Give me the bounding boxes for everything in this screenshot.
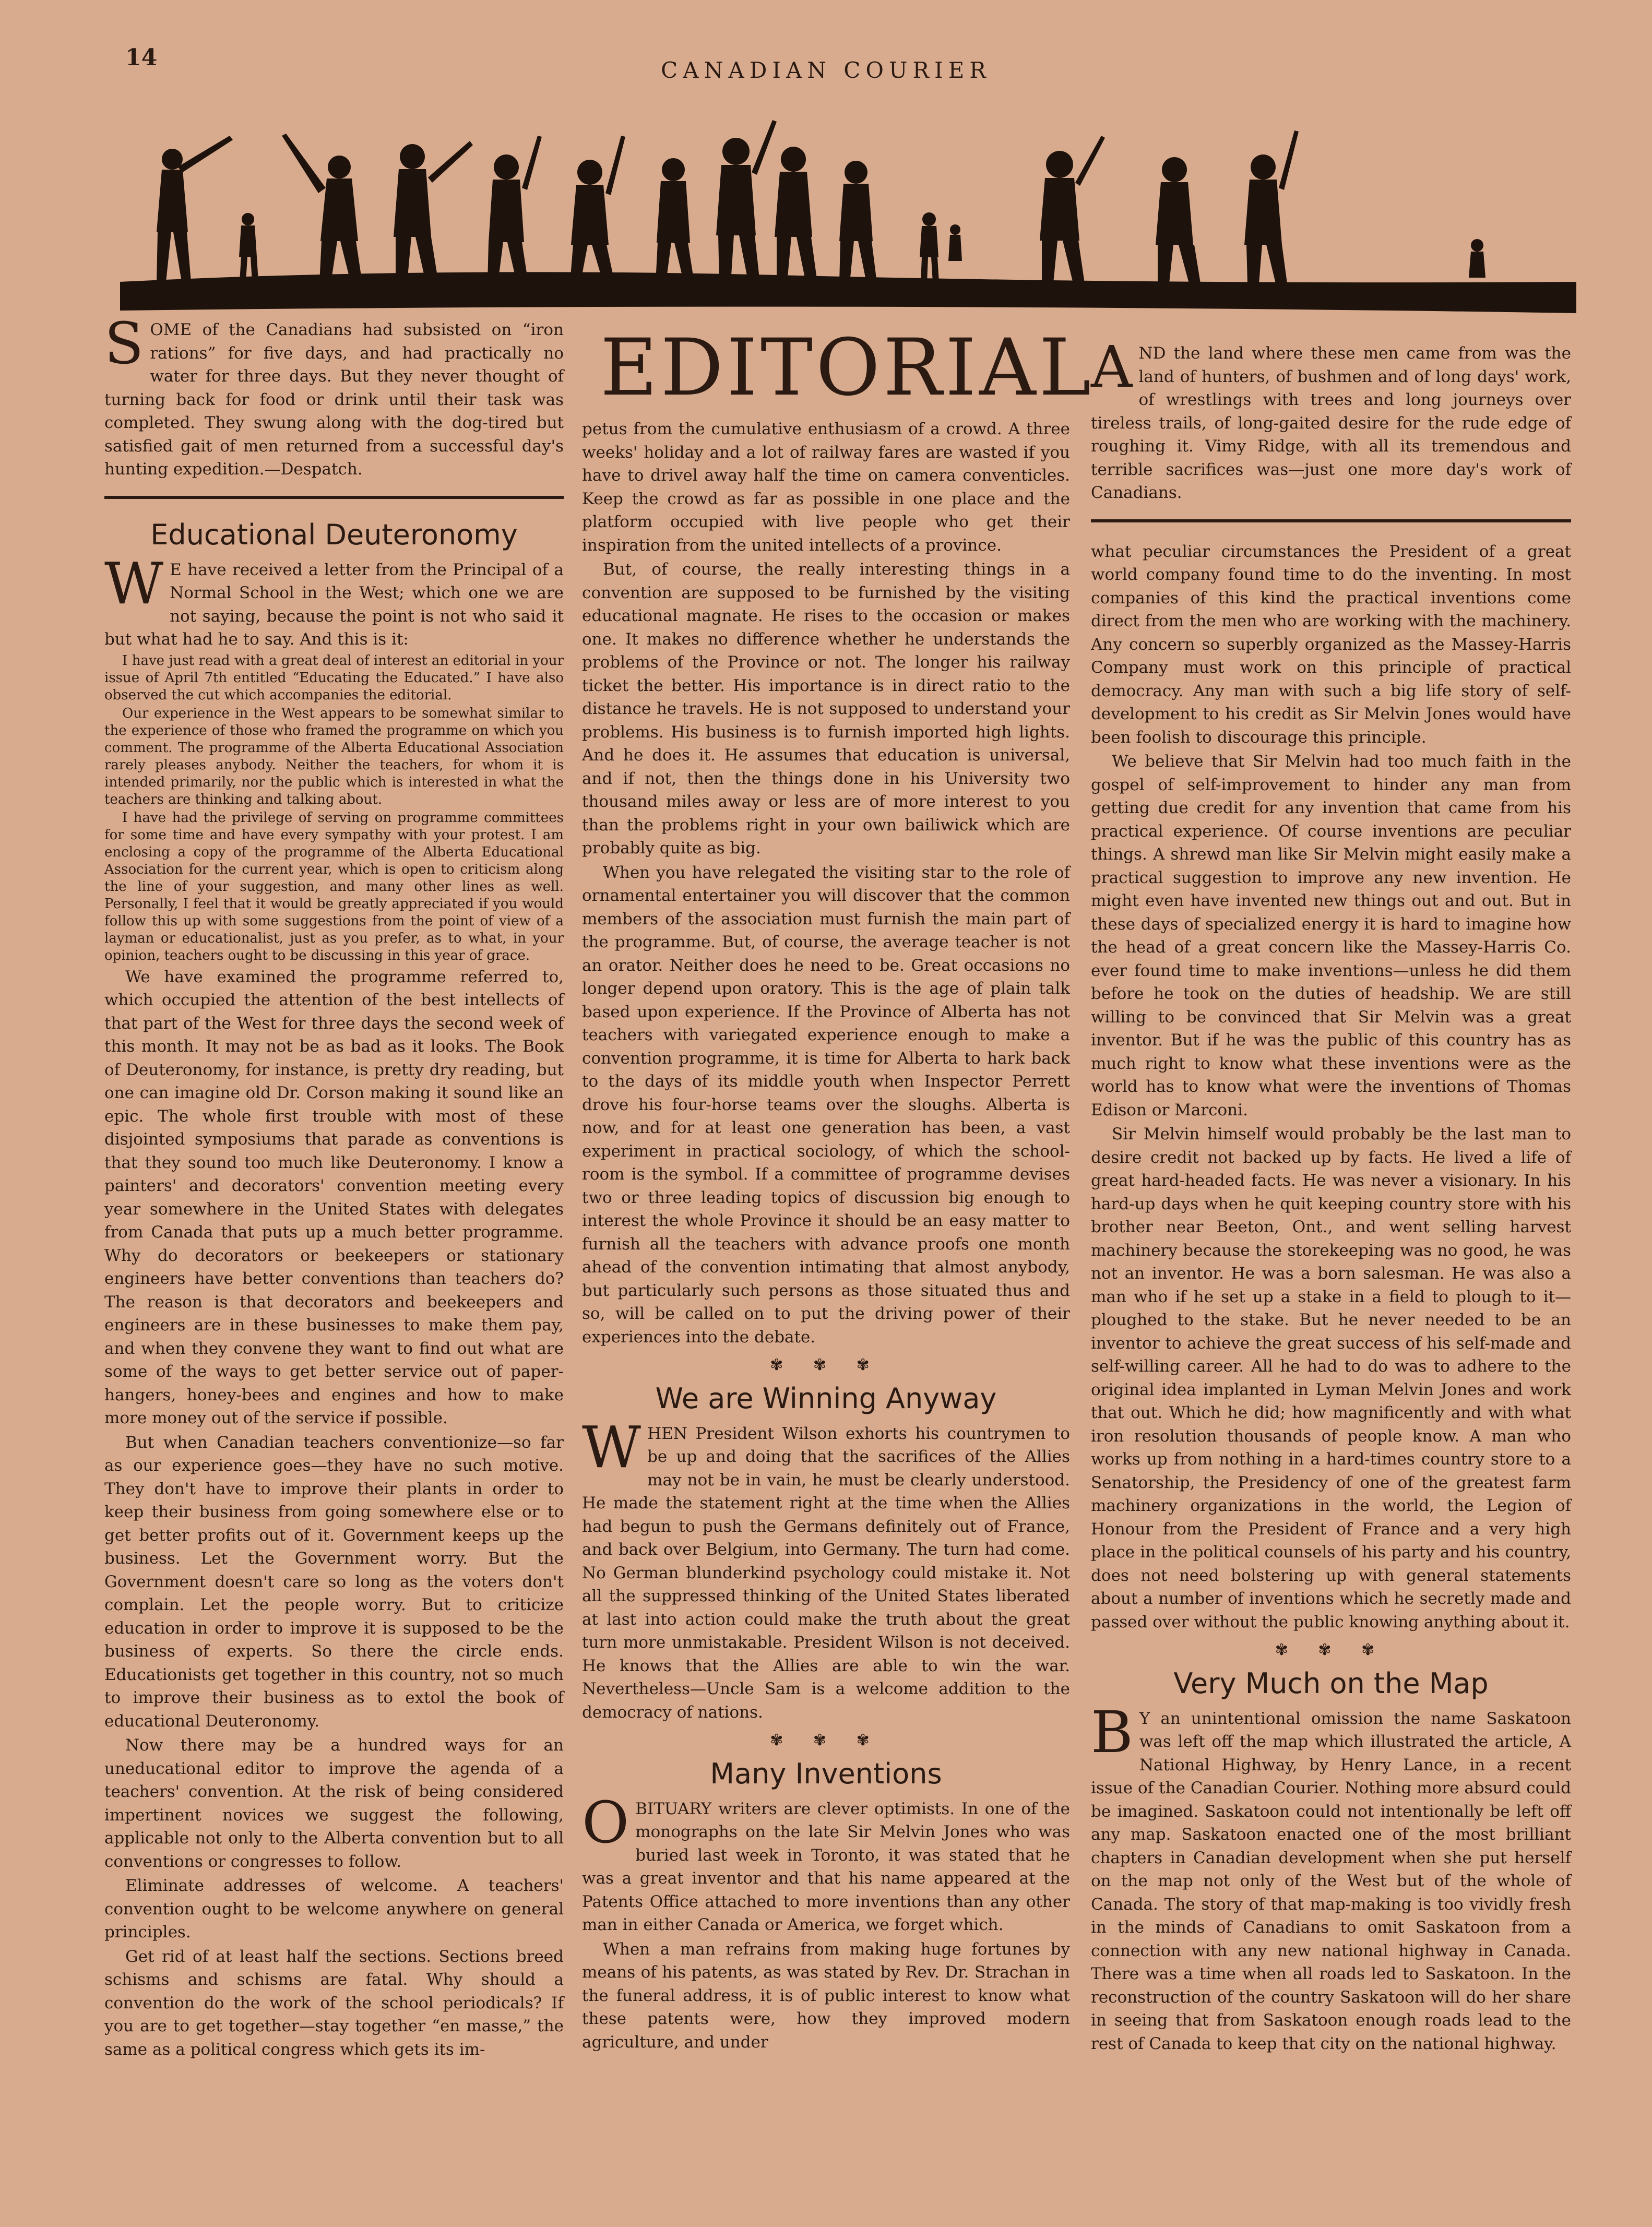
article4-paragraph	[1091, 1698, 1571, 2056]
article1-paragraph: Now there may be a hundred ways for an uneducational editor to improve the agenda of a teachers' convention. At the risk of being considered impertinent novices we suggest the following, applicable not only to the Alberta convention but to all conventions or congresses to follow.	[104, 1736, 564, 1871]
intro-right-paragraph	[1091, 334, 1571, 505]
article1-paragraph: Eliminate addresses of welcome. A teachers' convention ought to be welcome anywhere on general principles.	[104, 1876, 564, 1942]
headline-many-inventions: Many Inventions	[710, 1757, 942, 1790]
article3-continued: what peculiar circumstances the President of a great world company found time to do the inventing. In most companies of this kind the practical inventions come direct from the men who are working with the machinery. Any concern so superbly organized as the Massey-Harris Company must work on this principle of practical democracy. Any man with such a big life story of self-development to his credit as Sir Melvin Jones would have been foolish to discourage this principle.	[1091, 542, 1571, 747]
letter-paragraph: Our experience in the West appears to be somewhat similar to the experience of those who framed the programme on which you comment. The programme of the Alberta Educational Association rarely pleases anybody. Neither the teachers, for whom it is intended primarily, nor the public which is interested in what the teachers are thinking and talking about.	[104, 705, 564, 807]
article3-lead	[582, 1789, 1070, 1937]
article1-continued: petus from the cumulative enthusiasm of a crowd. A three weeks' holiday and a lot of railway fares are wasted if you have to drivel away half the time on camera conventicles. Keep the crowd as far as possible in one place and the platform occupied with live people who get their inspiration from the united intellects of a province.	[582, 420, 1070, 555]
editorial-title: EDITORIAL	[600, 323, 1095, 413]
intro-left-text: OME of the Canadians had subsisted on “iron rations” for five days, and had practically no water for three days. But they never thought of turning back for food or drink until their task was completed. They swung along with the dog-tired but satisfied gait of men returned from a successful day's hunting expedition.—Despatch.	[104, 320, 564, 479]
dropcap: W	[104, 550, 164, 617]
article1-lead	[104, 550, 564, 651]
intro-left-paragraph	[104, 310, 564, 481]
letter-paragraph: I have had the privilege of serving on programme committees for some time and have every sympathy with your protest. I am enclosing a copy of the programme of the Alberta Educational Association for the current year, which is open to criticism along the line of your suggestion, and many other lines as well. Personally, I feel that it would be greatly appreciated if you would follow this up with some suggestions from the point of view of a layman or educationalist, just as you prefer, as to what, in your opinion, teachers ought to be discussing in this year of grace.	[104, 809, 564, 963]
article3-paragraph: When a man refrains from making huge fortunes by means of his patents, as was stated by Rev. Dr. Strachan in the funeral address, it is of public interest to know what these patents were, how they improved modern agriculture, and under	[582, 1939, 1070, 2052]
article1-continued: But, of course, the really interesting things in a convention are supposed to be furnished by the visiting educational magnate. He rises to the occasion or makes one. It makes no difference whether he understands the problems of the Province or not. The longer his railway ticket the better. His importance is in direct ratio to the distance he travels. He is not supposed to understand your problems. His business is to furnish imported high lights. And he does it. He assumes that education is universal, and if not, then the things done in his University two thousand miles away or less are of more interest to you than the problems right in your own bailiwick which are probably quite as big.	[582, 560, 1070, 858]
letter-paragraph: I have just read with a great deal of interest an editorial in your issue of April 7th entitled “Educating the Educated.” I have also observed the cut which accompanies the editorial.	[104, 652, 564, 703]
quoted-letter	[104, 652, 564, 964]
dropcap: O	[582, 1789, 629, 1856]
ornament: ✾ ✾ ✾	[770, 1356, 882, 1374]
article2-paragraph	[582, 1413, 1070, 1724]
intro-left-column	[104, 310, 564, 2062]
article3-continued: Sir Melvin himself would probably be the last man to desire credit not backed up by facts. He lived a life of great hard-headed facts. He was never a visionary. In his hard-up days when he quit keeping country store with his brother near Beeton, Ont., and went selling harvest machinery because the storekeeping was no good, he was not an inventor. He was a born salesman. He was also a man who if he set up a stake in a field to plough to it—ploughed to the stake. But he never needed to be an inventor to achieve the great success of his self-made and self-willing career. All he had to do was to adhere to the original idea implanted in Lyman Melvin Jones and work that out. Which he did; how magnificently and with what iron resolution thousands of people know. A man who works up from nothing in a hard-times country store to a Senatorship, the Presidency of one of the greatest farm machinery organizations in the world, the Legion of Honour from the President of France and a very high place in the political counsels of his party and his country, does not need bolstering up with general statements about a number of inventions which he secretly made and passed over without the public knowing anything about it.	[1091, 1125, 1571, 1631]
article1-lead-text: E have received a letter from the Principal of a Normal School in the West; which one we are not saying, because the point is not who said it but what had he to say. And this is it:	[104, 560, 564, 649]
section-divider	[104, 496, 564, 499]
article1-paragraph: But when Canadian teachers conventionize—so far as our experience goes—they have no such motive. They don't have to improve their plants in order to keep their business from going somewhere else or to get better profits out of it. Government keeps up the business. Let the Government worry. But the Government doesn't care so long as the voters don't complain. Let the people worry. But to criticize education in order to improve it is supposed to be the business of experts. So there the circle ends. Educationists get together in this country, not so much to improve their business as to extol the book of educational Deuteronomy.	[104, 1433, 564, 1731]
page-number: 14	[125, 44, 158, 71]
article4-text: Y an unintentional omission the name Saskatoon was left off the map which illustrated the article, A National Highway, by Henry Lance, in a recent issue of the Canadian Courier. Nothing more absurd could be imagined. Saskatoon could not intentionally be left off any map. Saskatoon enacted one of the most brilliant chapters in Canadian development when she put herself on the map not only of the West but of the whole of Canada. The story of that map-making is too vividly fresh in the minds of Canadians to omit Saskatoon from a connection with any new national highway in Canada. There was a time when all roads led to Saskatoon. In the reconstruction of the country Saskatoon will do her share in seeing that from Saskatoon enough roads lead to the rest of Canada to keep that city on the national highway.	[1091, 1709, 1571, 2053]
article1-paragraph: Get rid of at least half the sections. Sections breed schisms and schisms are fatal. Why should a convention do the work of the school periodicals? If you are to get together—stay together “en masse,” the same as a political congress which gets its im-	[104, 1947, 564, 2059]
masthead: CANADIAN COURIER	[661, 57, 991, 83]
article1-continued: When you have relegated the visiting star to the role of ornamental entertainer you will discover that the common members of the association must furnish the main part of the programme. But, of course, the average teacher is not an orator. Neither does he need to be. Great occasions no longer depend upon oratory. This is the age of plain talk based upon experience. If the Province of Alberta has not teachers with variegated experience enough to make a convention programme, it is time for Alberta to hark back to the days of its middle youth when Inspector Perrett drove his four-horse teams over the sloughs. Alberta is now, and for at least one generation has been, a vast experiment in practical sociology, of which the school-room is the symbol. If a committee of programme devises two or three leading topics of discussion big enough to interest the whole Province it should be an easy matter to furnish all the teachers with advance proofs one month ahead of the convention intimating that almost anybody, but particularly such persons as those situated thus and so, will be called on to put the driving power of their experiences into the debate.	[582, 863, 1070, 1347]
intro-right-text: ND the land where these men came from was the land of hunters, of bushmen and of long days' work, of wrestlings with trees and long journeys over tireless trails, of long-gaited desire for the rude edge of roughing it. Vimy Ridge, with all its tremendous and terrible sacrifices was—just one more day's work of Canadians.	[1091, 344, 1571, 502]
headline-very-much-on-the-map: Very Much on the Map	[1173, 1666, 1489, 1700]
headline-we-are-winning-anyway: We are Winning Anyway	[655, 1382, 997, 1415]
ornament: ✾ ✾ ✾	[770, 1731, 882, 1749]
dropcap: S	[104, 310, 144, 377]
middle-column	[582, 418, 1070, 2055]
article1-paragraph: We have examined the programme referred to, which occupied the attention of the best intellects of that part of the West for three days the second week of this month. It may not be as bad as it looks. The Book of Deuteronomy, for instance, is pretty dry reading, but one can imagine old Dr. Corson making it sound like an epic. The whole first trouble with most of these disjointed symposiums that parade as conventions is that they sound too much like Deuteronomy. I know a painters' and decorators' convention meeting every year somewhere in the United States with delegates from Canada that puts up a much better programme. Why do decorators or beekeepers or stationary engineers have better conventions than teachers do? The reason is that decorators and beekeepers and engineers are in these businesses to make them pay, and when they convene they want to find out what are some of the ways to get better service out of paper-hangers, honey-bees and engines and how to make more money out of the service if possible.	[104, 967, 564, 1427]
dropcap: B	[1091, 1698, 1133, 1766]
soldiers-silhouette-banner	[120, 110, 1576, 318]
dropcap: W	[582, 1413, 641, 1481]
article3-continued: We believe that Sir Melvin had too much faith in the gospel of self-improvement to hinder any man from getting due credit for any invention that came from his practical experience. Of course inventions are peculiar things. A shrewd man like Sir Melvin might easily make a practical suggestion to improve any new invention. He might even have invented new things out and out. But in these days of specialized energy it is hard to imagine how the head of a great concern like the Massey-Harris Co. ever found time to make inventions—unless he did them before he took on the duties of headship. We are still willing to be convinced that Sir Melvin was a great inventor. But if he was the public of this country has as much right to know what these inventions were as the world has to know what were the inventions of Thomas Edison or Marconi.	[1091, 752, 1571, 1120]
article3-lead-text: BITUARY writers are clever optimists. In one of the monographs on the late Sir Melvin Jones who was buried last week in Toronto, it was stated that he was a great inventor and that his name appeared at the Patents Office attached to more inventions than any other man in either Canada or America, we forget which.	[582, 1799, 1070, 1934]
headline-educational-deuteronomy: Educational Deuteronomy	[150, 518, 518, 551]
section-divider	[1091, 519, 1571, 522]
right-column	[1091, 334, 1571, 2056]
article2-text: HEN President Wilson exhorts his countrymen to be up and doing that the sacrifices of the Allies may not be in vain, he must be clearly understood. He made the statement right at the time when the Allies had begun to push the Germans definitely out of France, and back over Belgium, into Germany. The turn had come. No German blunderkind psychology could mistake it. Not all the suppressed thinking of the United States liberated at last into action could make the truth about the great turn more unmistakable. President Wilson is not deceived. He knows that the Allies are able to win the war. Nevertheless—Uncle Sam is a welcome addition to the democracy of nations.	[582, 1424, 1070, 1722]
dropcap: A	[1091, 334, 1133, 400]
ornament: ✾ ✾ ✾	[1275, 1641, 1387, 1659]
